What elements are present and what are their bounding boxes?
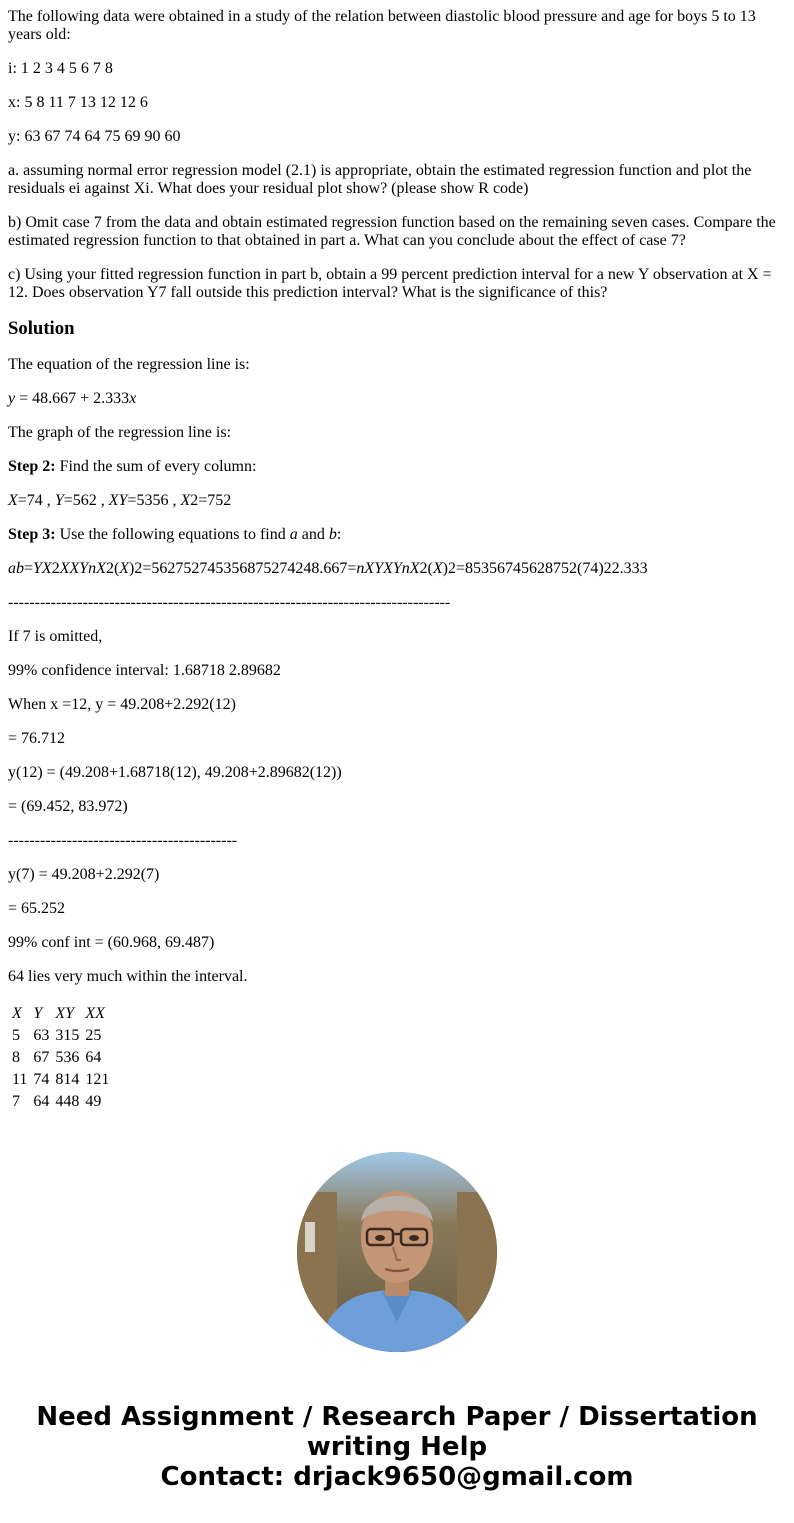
formula-part: 2 <box>105 560 114 577</box>
table-cell: 536 <box>55 1049 80 1066</box>
sum-x2-value: 2=752 <box>190 492 232 509</box>
table-cell: 67 <box>33 1049 50 1066</box>
contact-banner <box>0 1402 794 1492</box>
table-cell: 11 <box>12 1071 28 1088</box>
step-3-and: and <box>297 526 329 543</box>
table-cell: 315 <box>55 1027 80 1044</box>
avatar <box>297 1152 497 1352</box>
formula-part: nX <box>88 560 106 577</box>
x-values: x: 5 8 11 7 13 12 12 6 <box>8 94 148 111</box>
table-header: X <box>12 1005 22 1022</box>
step-2-text: Find the sum of every column: <box>55 458 257 475</box>
equation-intro: The equation of the regression line is: <box>8 356 250 373</box>
sum-y-var: Y <box>54 492 64 509</box>
step-3-b: b <box>328 526 337 543</box>
person-portrait-icon <box>297 1152 497 1352</box>
regression-equation <box>8 390 786 408</box>
sum-x-var: X <box>8 492 18 509</box>
table-cell: 814 <box>55 1071 80 1088</box>
step-2-label: Step 2: <box>8 458 56 475</box>
eq-coefficients: = 48.667 + 2.333 <box>15 390 130 407</box>
formula-part: )2=85356745628752(74)22.333 <box>442 560 648 577</box>
result-line: = 76.712 <box>8 730 66 747</box>
table-row <box>10 1092 111 1112</box>
table-cell: 448 <box>55 1093 80 1110</box>
profile-photo <box>297 1152 497 1352</box>
sum-xy-value: =5356 , <box>127 492 181 509</box>
table-cell: 64 <box>85 1049 102 1066</box>
step-3-label: Step 3: <box>8 526 56 543</box>
coefficient-formula <box>8 560 786 578</box>
question-part-b: b) Omit case 7 from the data and obtain estimated regression function based on the remaining seven cases. Compare the estimated regression function to that obtained in part a. What can you conclude about the effect of case 7? <box>8 214 776 249</box>
banner-line: Need Assignment / Research Paper / Dissertation <box>36 1402 758 1432</box>
result-line: = 65.252 <box>8 900 66 917</box>
column-sums <box>8 492 786 510</box>
sum-x-value: =74 , <box>17 492 55 509</box>
question-part-c: c) Using your fitted regression function in part b, obtain a 99 percent prediction interval for a new Y observation at X = 12. Does observation Y7 fall outside this prediction interval? What is the significance of this? <box>8 266 772 301</box>
table-cell: 74 <box>33 1071 50 1088</box>
sum-xy-var: XY <box>108 492 128 509</box>
formula-part: )2=562752745356875274248.667= <box>129 560 357 577</box>
formula-part: nXYXYnX <box>356 560 420 577</box>
table-cell: 49 <box>85 1093 102 1110</box>
step-3-a: a <box>289 526 298 543</box>
formula-part: X <box>119 560 130 577</box>
table-header: XX <box>85 1005 105 1022</box>
contact-email: Contact: drjack9650@gmail.com <box>160 1462 634 1492</box>
divider-line: ------------------------------------------- <box>8 832 238 849</box>
sum-y-value: =562 , <box>63 492 109 509</box>
formula-part: XXY <box>59 560 89 577</box>
table-header-row <box>10 1004 111 1024</box>
table-header: Y <box>33 1005 43 1022</box>
when-x-line: When x =12, y = 49.208+2.292(12) <box>8 696 236 713</box>
table-cell: 63 <box>33 1027 50 1044</box>
step-2 <box>8 458 786 476</box>
solution-heading: Solution <box>8 318 75 339</box>
i-values: i: 1 2 3 4 5 6 7 8 <box>8 60 113 77</box>
table-cell: 8 <box>12 1049 20 1066</box>
step-3-text: Use the following equations to find <box>55 526 290 543</box>
formula-part: ab <box>8 560 24 577</box>
confidence-interval-line: 99% confidence interval: 1.68718 2.89682 <box>8 662 281 679</box>
eq-x-var: x <box>129 390 137 407</box>
result-line: = (69.452, 83.972) <box>8 798 128 815</box>
table-row <box>10 1048 111 1068</box>
banner-line: writing Help <box>306 1432 488 1462</box>
table-cell: 25 <box>85 1027 102 1044</box>
table-cell: 121 <box>85 1071 110 1088</box>
formula-part: X <box>432 560 443 577</box>
question-part-a: a. assuming normal error regression model (2.1) is appropriate, obtain the estimated regression function and plot the residuals ei against Xi. What does your residual plot show? (please show R code) <box>8 162 752 197</box>
eq-y-var: y <box>8 390 16 407</box>
table-header: XY <box>55 1005 75 1022</box>
formula-part: = <box>24 560 34 577</box>
step-3 <box>8 526 786 544</box>
table-row <box>10 1070 111 1090</box>
graph-line: The graph of the regression line is: <box>8 424 232 441</box>
formula-part: 2 <box>51 560 60 577</box>
step-3-colon: : <box>336 526 342 543</box>
sum-x2-var: X <box>180 492 191 509</box>
y12-interval-line: y(12) = (49.208+1.68718(12), 49.208+2.89682(12)) <box>8 764 342 781</box>
question-intro: The following data were obtained in a study of the relation between diastolic blood pressure and age for boys 5 to 13 years old: <box>8 8 756 43</box>
data-table <box>8 1002 113 1114</box>
table-cell: 64 <box>33 1093 50 1110</box>
formula-part: ( <box>113 560 120 577</box>
omit-case-line: If 7 is omitted, <box>8 628 103 645</box>
conf-int-line: 99% conf int = (60.968, 69.487) <box>8 934 215 951</box>
formula-part: YX <box>33 560 52 577</box>
formula-part: 2( <box>419 560 433 577</box>
y-values: y: 63 67 74 64 75 69 90 60 <box>8 128 181 145</box>
table-cell: 5 <box>12 1027 20 1044</box>
table-row <box>10 1026 111 1046</box>
divider-line: ----------------------------------------------------------------------------------- <box>8 594 451 611</box>
y7-line: y(7) = 49.208+2.292(7) <box>8 866 160 883</box>
conclusion-line: 64 lies very much within the interval. <box>8 968 248 985</box>
table-cell: 7 <box>12 1093 20 1110</box>
